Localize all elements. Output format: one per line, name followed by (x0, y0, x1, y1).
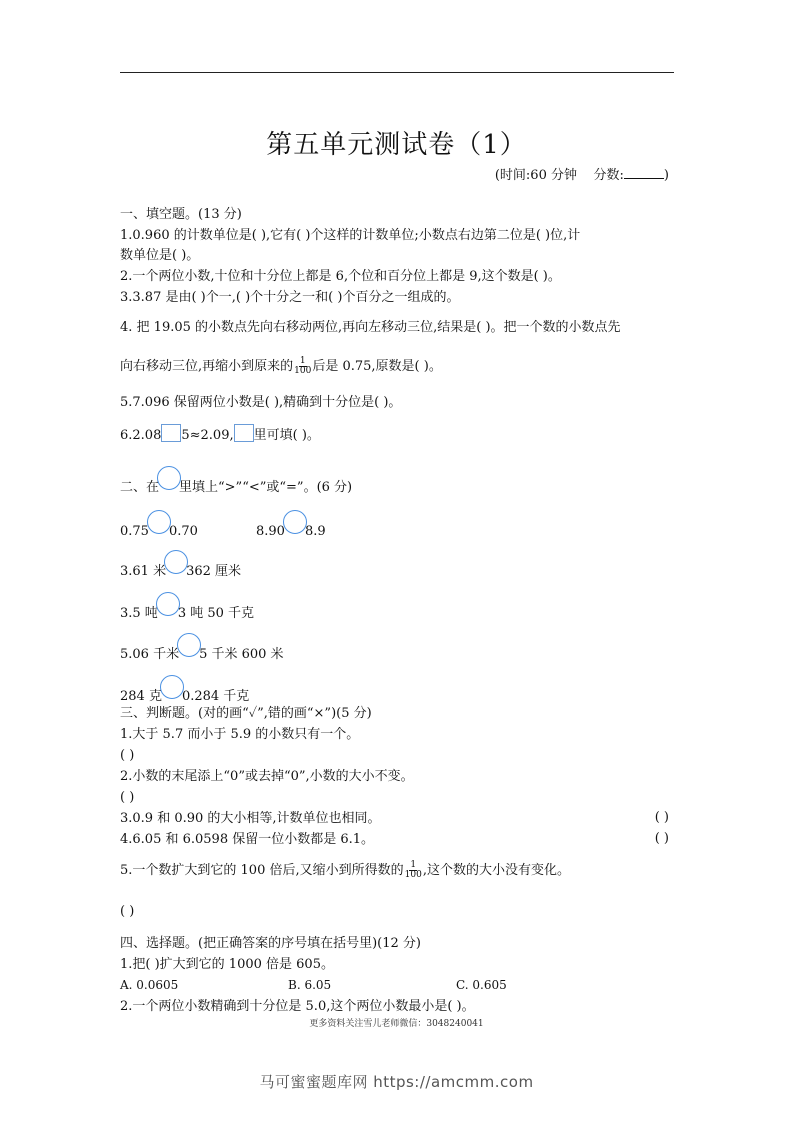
score-blank (624, 166, 664, 179)
s2-heading-a: 二、在 (120, 480, 160, 495)
score-label: 分数: (593, 168, 624, 183)
section-4-heading: 四、选择题。(把正确答案的序号填在括号里)(12 分) (120, 936, 421, 951)
s1-q6 (120, 424, 320, 444)
s4-q2: 2.一个两位小数精确到十分位是 5.0,这个两位小数最小是( )。 (120, 999, 475, 1014)
s2-r1b-right: 8.9 (304, 524, 326, 539)
compare-circle[interactable] (283, 510, 307, 534)
s2-row1 (120, 510, 198, 540)
s2-heading-b: 里填上“>”“<”或“=”。(6 分) (179, 480, 353, 495)
s3-q2: 2.小数的末尾添上“0”或去掉“0”,小数的大小不变。 (120, 769, 414, 784)
s2-row5 (120, 675, 249, 705)
option-c[interactable]: C. 0.605 (456, 978, 507, 992)
s3-q5-a: 5.一个数扩大到它的 100 倍后,又缩小到所得数的 (120, 863, 404, 878)
s3-heading-a: 三、判断题。(对的画“ (120, 706, 249, 721)
compare-circle[interactable] (156, 592, 180, 616)
s3-q3: 3.0.9 和 0.90 的大小相等,计数单位也相同。 (120, 811, 381, 826)
s3-q5-answer[interactable]: ( ) (120, 904, 135, 919)
fraction-1-100 (405, 861, 422, 880)
compare-circle[interactable] (147, 510, 171, 534)
compare-circle[interactable] (164, 550, 188, 574)
s2-row4 (120, 633, 284, 663)
compare-circle[interactable] (177, 633, 201, 657)
s3-q1-answer[interactable]: ( ) (120, 748, 135, 763)
section-3-heading (120, 705, 372, 722)
frac-denominator: 100 (294, 366, 312, 376)
site-watermark[interactable]: 马可蜜蜜题库网 https://amcmm.com (259, 1073, 534, 1091)
s2-row2 (120, 550, 241, 580)
top-rule (120, 72, 674, 73)
s3-q5 (120, 861, 570, 880)
option-b[interactable]: B. 6.05 (288, 978, 332, 992)
s1-q2: 2.一个两位小数,十位和十分位上都是 6,个位和百分位上都是 9,这个数是( )。 (120, 269, 561, 284)
s1-q1-line2: 数单位是( )。 (120, 248, 200, 263)
frac-denominator: 100 (404, 870, 422, 880)
option-a[interactable]: A. 0.0605 (120, 978, 179, 992)
s3-heading-b: ”,错的画“×”)(5 分) (257, 706, 372, 721)
s2-row1b (256, 510, 326, 540)
s2-r5-right: 0.284 千克 (181, 689, 250, 704)
s1-q1-line1: 1.0.960 的计数单位是( ),它有( )个这样的计数单位;小数点右边第二位是( )位,计 (120, 228, 581, 243)
s2-r3-right: 3 吨 50 千克 (177, 606, 255, 621)
s3-q2-answer[interactable]: ( ) (120, 790, 135, 805)
s1-q5: 5.7.096 保留两位小数是( ),精确到十分位是( )。 (120, 395, 402, 410)
s2-r4-right: 5 千米 600 米 (199, 647, 284, 662)
fraction-1-100 (294, 357, 311, 376)
s1-q4-line1: 4. 把 19.05 的小数点先向右移动两位,再向左移动三位,结果是( )。把一个数的小数点先 (120, 320, 621, 335)
s2-r1a-left: 0.75 (120, 524, 149, 539)
s3-q5-b: ,这个数的大小没有变化。 (422, 863, 570, 878)
s4-q1-options (120, 977, 507, 994)
answer-box-label (234, 424, 254, 442)
exam-meta (495, 164, 669, 183)
s1-q6-b: 5≈2.09, (181, 428, 234, 443)
frac-numerator: 1 (410, 860, 417, 870)
answer-box[interactable] (161, 424, 181, 442)
s2-r1a-right: 0.70 (168, 524, 198, 539)
meta-close: ) (663, 168, 669, 183)
s1-q6-c: 里可填( )。 (253, 428, 320, 443)
s3-q3-answer[interactable]: ( ) (654, 810, 669, 825)
s2-row3 (120, 592, 254, 622)
s1-q3: 3.3.87 是由( )个一,( )个十分之一和( )个百分之一组成的。 (120, 290, 460, 305)
s2-r1b-left: 8.90 (256, 524, 285, 539)
s2-r5-left: 284 克 (120, 689, 162, 704)
s2-r4-left: 5.06 千米 (120, 647, 180, 662)
s1-q4-line2-b: 后是 0.75,原数是( )。 (312, 359, 442, 374)
page-title: 第五单元测试卷（1） (266, 130, 527, 160)
s1-q6-a: 6.2.08 (120, 428, 162, 443)
time-label: (时间:60 分钟 (494, 168, 577, 183)
s2-r3-left: 3.5 吨 (120, 606, 158, 621)
s4-q1: 1.把( )扩大到它的 1000 倍是 605。 (120, 957, 334, 972)
section-1-heading: 一、填空题。(13 分) (120, 207, 242, 222)
compare-circle-legend (157, 466, 181, 490)
s3-q1: 1.大于 5.7 而小于 5.9 的小数只有一个。 (120, 727, 360, 742)
s1-q4-line2-a: 向右移动三位,再缩小到原来的 (120, 359, 294, 374)
s3-q4-answer[interactable]: ( ) (654, 831, 669, 846)
s3-q4: 4.6.05 和 6.0598 保留一位小数都是 6.1。 (120, 832, 375, 847)
section-2-heading (120, 466, 352, 496)
s1-q4-line2 (120, 357, 442, 376)
frac-numerator: 1 (299, 356, 306, 366)
check-mark-icon: ✓ (248, 706, 258, 721)
s2-r2-left: 3.61 米 (120, 564, 167, 579)
s2-r2-right: 362 厘米 (186, 564, 242, 579)
compare-circle[interactable] (160, 675, 184, 699)
footer-note: 更多资料关注雪儿老师微信：3048240041 (309, 1019, 484, 1029)
